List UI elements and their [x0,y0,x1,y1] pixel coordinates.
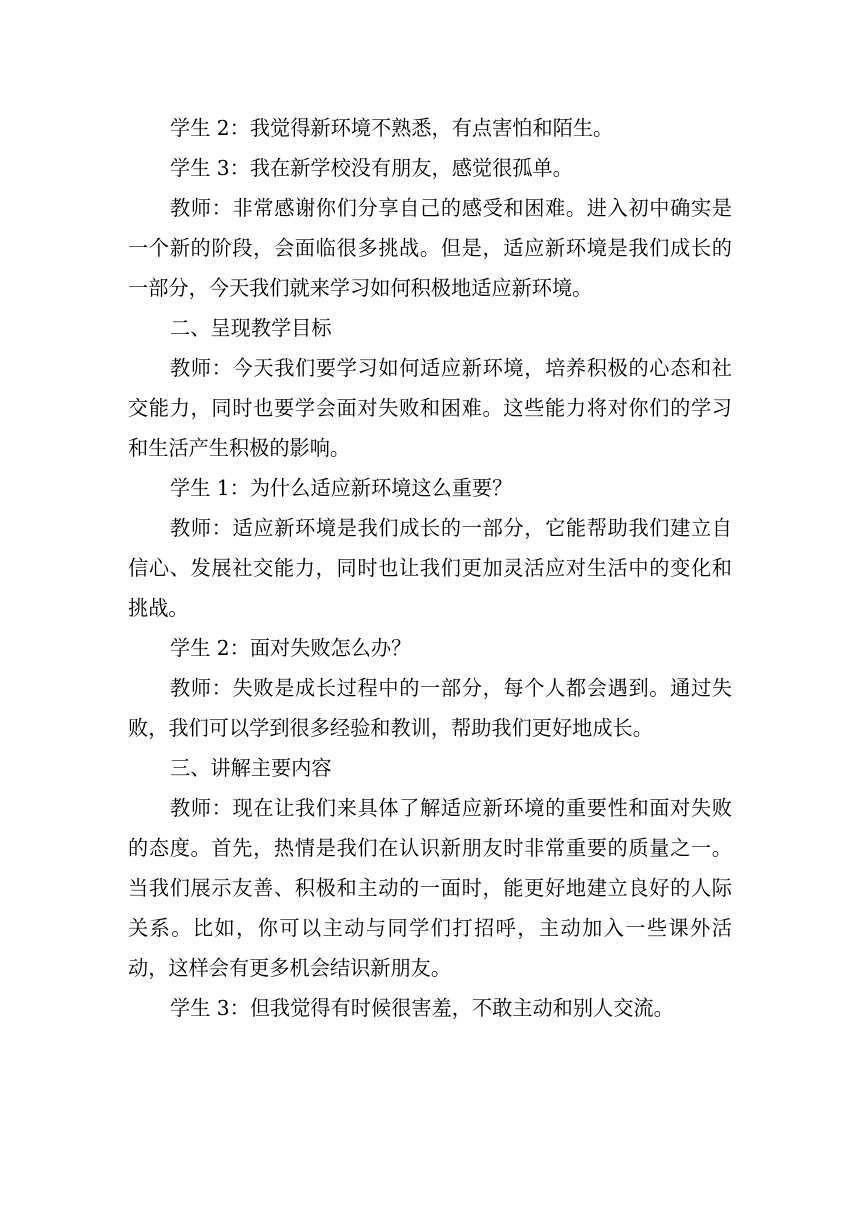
dialogue-line-student-2: 学生 2：面对失败怎么办？ [170,636,412,660]
dialogue-line-teacher: 教师：今天我们要学习如何适应新环境，培养积极的心态和社交能力，同时也要学会面对失败和困难。这些能力将对你们的学习和生活产生积极的影响。 [128,356,732,460]
dialogue-line-teacher: 教师：现在让我们来具体了解适应新环境的重要性和面对失败的态度。首先，热情是我们在认识新朋友时非常重要的质量之一。当我们展示友善、积极和主动的一面时，能更好地建立良好的人际关系。比如，你可以主动与同学们打招呼，主动加入一些课外活动，这样会有更多机会结识新朋友。 [128,796,732,980]
dialogue-line-student-3: 学生 3：我在新学校没有朋友，感觉很孤单。 [170,156,573,180]
dialogue-line-teacher: 教师：非常感谢你们分享自己的感受和困难。进入初中确实是一个新的阶段，会面临很多挑战。但是，适应新环境是我们成长的一部分，今天我们就来学习如何积极地适应新环境。 [128,196,732,300]
dialogue-line-student-2: 学生 2：我觉得新环境不熟悉，有点害怕和陌生。 [170,116,614,140]
section-heading-main-content: 三、讲解主要内容 [170,756,332,780]
document-body [128,108,732,1028]
dialogue-line-student-1: 学生 1：为什么适应新环境这么重要？ [170,476,513,500]
dialogue-line-teacher: 教师：失败是成长过程中的一部分，每个人都会遇到。通过失败，我们可以学到很多经验和教训，帮助我们更好地成长。 [128,676,732,740]
dialogue-line-student-3: 学生 3：但我觉得有时候很害羞，不敢主动和别人交流。 [170,996,674,1020]
section-heading-teaching-goals: 二、呈现教学目标 [170,316,332,340]
dialogue-line-teacher: 教师：适应新环境是我们成长的一部分，它能帮助我们建立自信心、发展社交能力，同时也让我们更加灵活应对生活中的变化和挑战。 [128,516,732,620]
